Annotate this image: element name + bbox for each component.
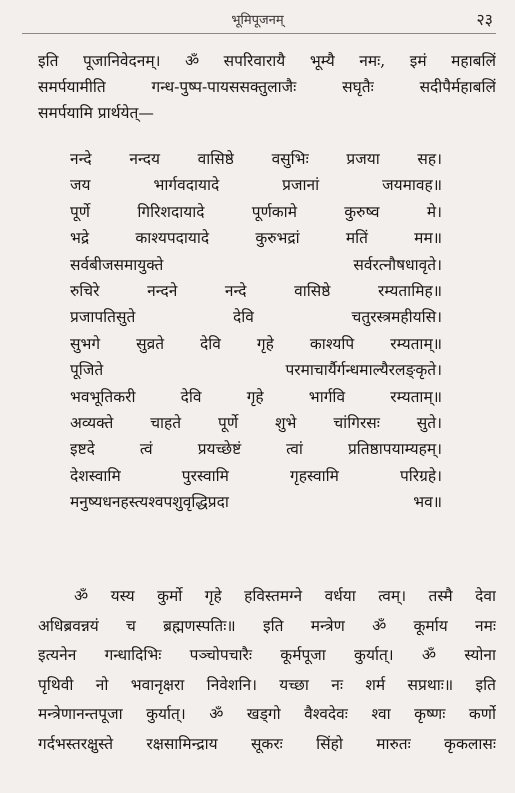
intro-line: इति पूजानिवेदनम्। ॐ सपरिवारायै भूम्यै नमः, इमं महाबलिं bbox=[38, 52, 496, 70]
page-number: २३ bbox=[476, 10, 493, 29]
verse-line: पूजिते परमाचार्यैर्गन्धमाल्यैरलङ्कृते। bbox=[70, 361, 442, 380]
verse-line: सर्वबीजसमायुक्ते सर्वरत्नौषधावृते। bbox=[70, 255, 442, 274]
verse-line: रुचिरे नन्दने नन्दे वासिष्ठे रम्यतामिह॥ bbox=[70, 281, 442, 300]
verse-last-end: भव॥ bbox=[413, 493, 442, 512]
intro-line: समर्पयामि प्रार्थयेत्— bbox=[38, 104, 154, 122]
closing-paragraph bbox=[38, 582, 496, 759]
closing-line: अधिब्रवन्नयं च ब्रह्मणस्पतिः॥ इति मन्त्रेण ॐ कूर्माय नमः bbox=[38, 616, 496, 635]
verse-line: पूर्णे गिरिशदायादे पूर्णकामे कुरुष्व मे। bbox=[70, 202, 442, 221]
verse-last-text: मनुष्यधनहस्त्यश्वपशुवृद्धिप्रदा bbox=[70, 493, 229, 512]
header-rule bbox=[22, 33, 496, 34]
intro-paragraph bbox=[38, 48, 496, 126]
verse-line: इष्टदे त्वं प्रयच्छेष्टं त्वां प्रतिष्ठापयाम्यहम्। bbox=[70, 440, 442, 459]
closing-line: मन्त्रेणानन्तपूजा कुर्यात्। ॐ खड्गो वैश्वदेवः श्वा कृष्णः कर्णो bbox=[38, 705, 496, 723]
verse-line: देशस्वामि पुरस्वामि गृहस्वामि परिग्रहे। bbox=[70, 466, 442, 485]
closing-line: पृथिवी नो भवानृक्षरा निवेशनि। यच्छा नः शर्म सप्रथाः॥ इति bbox=[38, 675, 496, 694]
page-header bbox=[0, 10, 515, 30]
verse-line: भवभूतिकरी देवि गृहे भार्गवि रम्यताम्॥ bbox=[70, 387, 442, 406]
closing-line: इत्यनेन गन्धादिभिः पञ्चोपचारैः कूर्मपूजा कुर्यात्। ॐ स्योना bbox=[38, 646, 496, 664]
verse-line: भद्रे काश्यपदायादे कुरुभद्रां मतिं मम॥ bbox=[70, 229, 442, 248]
verse-line: जय भार्गवदायादे प्रजानां जयमावह॥ bbox=[70, 176, 442, 195]
verse-line: अव्यक्ते चाहते पूर्णे शुभे चांगिरसः सुते। bbox=[70, 413, 442, 432]
closing-line: गर्दभस्तरक्षुस्ते रक्षसामिन्द्राय सूकरः सिंहो मारुतः कृकलासः bbox=[38, 734, 496, 753]
verse-line-last bbox=[70, 489, 442, 515]
intro-line: समर्पयामीति गन्ध-पुष्प-पायससक्तुलाजैः सघृतैः सदीपैर्महाबलिं bbox=[38, 78, 496, 96]
verse-line: नन्दे नन्दय वासिष्ठे वसुभिः प्रजया सह। bbox=[70, 150, 442, 168]
verse-line: प्रजापतिसुते देवि चतुरस्त्रमहीयसि। bbox=[70, 308, 442, 327]
verse-block bbox=[70, 146, 442, 515]
closing-line: ॐ यस्य कुर्मो गृहे हविस्तमग्ने वर्धया त्वम्। तस्मै देवा bbox=[74, 587, 496, 605]
verse-line: सुभगे सुव्रते देवि गृहे काश्यपि रम्यताम्॥ bbox=[70, 334, 442, 353]
running-title: भूमिपूजनम् bbox=[231, 13, 284, 28]
